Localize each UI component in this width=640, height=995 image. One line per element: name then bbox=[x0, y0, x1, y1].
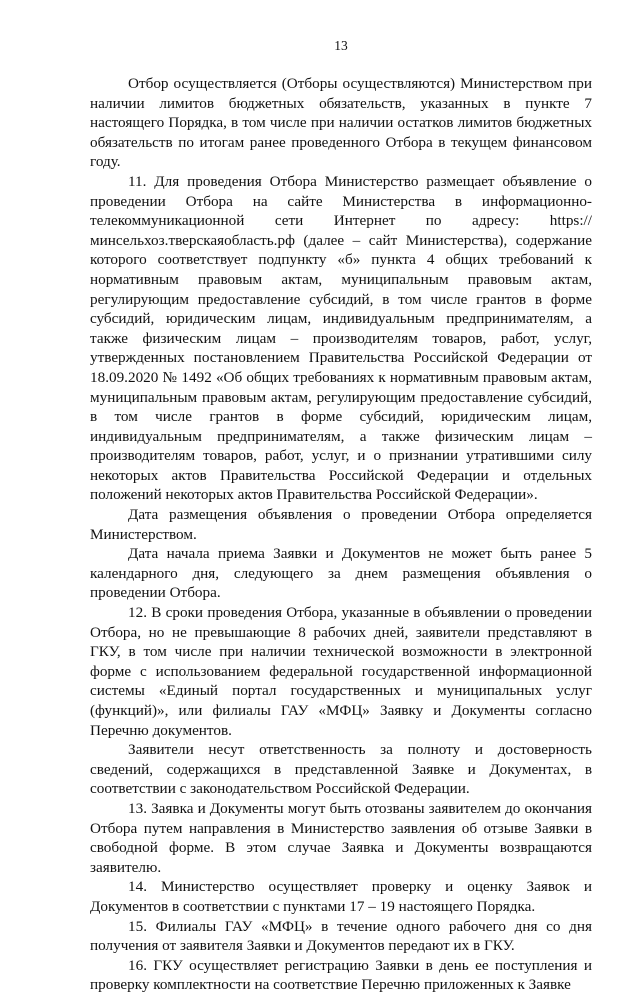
paragraph-announcement-date: Дата размещения объявления о проведении Отбора определяется Министерством. bbox=[90, 506, 592, 543]
paragraph-14-review: 14. Министерство осуществляет проверку и оценку Заявок и Документов в соответствии с пунктами 17 – 19 настоящего Порядка. bbox=[90, 878, 592, 915]
paragraph-12-submission: 12. В сроки проведения Отбора, указанные в объявлении о проведении Отбора, но не превышающие 8 рабочих дней, заявители представляют в ГКУ, в том числе при наличии технической возможности в электронной форме с использованием федеральной государственной информационной системы «Единый портал государственных и муниципальных услуг (функций)», или филиалы ГАУ «МФЦ» Заявку и Документы согласно Перечню документов. bbox=[90, 604, 592, 739]
paragraph-funding-limits: Отбор осуществляется (Отборы осуществляются) Министерством при наличии лимитов бюджетных обязательств, указанных в пункте 7 настоящего Порядка, в том числе при наличии остатков лимитов бюджетных обязательств по итогам ранее проведенного Отбора в текущем финансовом году. bbox=[90, 75, 592, 171]
paragraph-11-announcement: 11. Для проведения Отбора Министерство размещает объявление о проведении Отбора на сайте Министерства в информационно-телекоммуникационной сети Интернет по адресу: https://минсельхоз.тверскаяобласть.рф (далее – сайт Министерства), содержание которого соответствует подпункту «б» пункта 4 общих требований к нормативным правовым актам, муниципальным правовым актам, регулирующим предоставление субсидий, в том числе грантов в форме субсидий, юридическим лицам, индивидуальным предпринимателям, а также физическим лицам – производителям товаров, работ, услуг, утвержденных постановлением Правительства Российской Федерации от 18.09.2020 № 1492 «Об общих требованиях к нормативным правовым актам, муниципальным правовым актам, регулирующим предоставление субсидий, в том числе грантов в форме субсидий, юридическим лицам, индивидуальным предпринимателям, а также физическим лицам – производителям товаров, работ, услуг, и о признании утратившими силу некоторых актов Правительства Российской Федерации и отдельных положений некоторых актов Правительства Российской Федерации». bbox=[90, 172, 592, 504]
paragraph-15-mfc-transfer: 15. Филиалы ГАУ «МФЦ» в течение одного рабочего дня со дня получения от заявителя Заявки и Документов передают их в ГКУ. bbox=[90, 917, 592, 955]
paragraph-reception-start: Дата начала приема Заявки и Документов не может быть ранее 5 календарного дня, следующего за днем размещения объявления о проведении Отбора. bbox=[90, 545, 592, 602]
paragraph-responsibility: Заявители несут ответственность за полноту и достоверность сведений, содержащихся в представленной Заявке и Документах, в соответствии с законодательством Российской Федерации. bbox=[90, 741, 592, 798]
paragraph-13-withdrawal: 13. Заявка и Документы могут быть отозваны заявителем до окончания Отбора путем направления в Министерство заявления об отзыве Заявки в свободной форме. В этом случае Заявка и Документы возвращаются заявителю. bbox=[90, 799, 592, 876]
page-number: 13 bbox=[334, 38, 348, 53]
paragraph-16-registration: 16. ГКУ осуществляет регистрацию Заявки в день ее поступления и проверку комплектности на соответствие Перечню приложенных к Заявке bbox=[90, 956, 592, 994]
